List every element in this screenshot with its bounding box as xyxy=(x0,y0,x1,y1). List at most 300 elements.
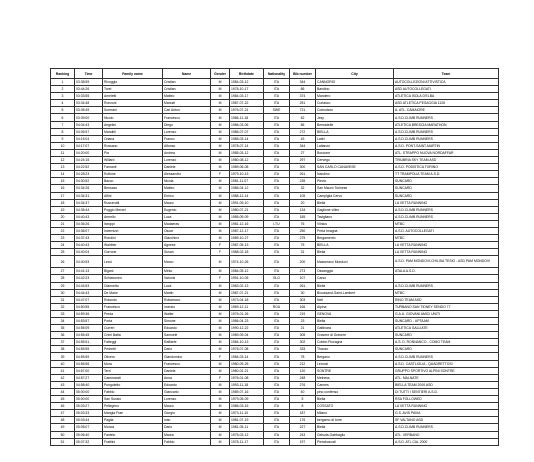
cell-ranking: 26 xyxy=(51,256,75,268)
cell-gender: M xyxy=(211,206,230,213)
cell-nationality: ITA xyxy=(264,360,290,367)
cell-gender: M xyxy=(211,325,230,332)
cell-ranking: 21 xyxy=(51,220,75,227)
cell-family-name: Cammarati xyxy=(103,374,163,381)
cell-bib-number: 333 xyxy=(290,346,316,353)
cell-time: 04:55:51 xyxy=(75,339,103,346)
cell-team: LA VETTA RUNNING xyxy=(394,249,499,256)
cell-family-name: Monca xyxy=(103,424,163,431)
cell-birthdate: 1976-07-21 xyxy=(230,107,264,114)
cell-ranking: 18 xyxy=(51,199,75,206)
cell-birthdate: 1978-11-17 xyxy=(230,438,264,445)
table-row xyxy=(51,157,499,164)
cell-nationality: ITA xyxy=(264,178,290,185)
table-row xyxy=(51,249,499,256)
cell-bib-number: 86 xyxy=(290,121,316,128)
cell-time: 04:22:52 xyxy=(75,164,103,171)
cell-team: ATL. STRAPPO NUOVA NORDAFFAR xyxy=(394,149,499,156)
cell-time: 04:35:44 xyxy=(75,206,103,213)
cell-team: A.S. D. RONNANCO - COMO TEAM xyxy=(394,339,499,346)
cell-nationality: ITA xyxy=(264,121,290,128)
cell-bib-number: 43 xyxy=(290,135,316,142)
cell-time: 05:05:07 xyxy=(75,424,103,431)
cell-birthdate: 1973-04-18 xyxy=(230,296,264,303)
table-row xyxy=(51,192,499,199)
cell-family-name: Pia xyxy=(103,149,163,156)
cell-nationality: ITA xyxy=(264,381,290,388)
cell-name: Edoardo xyxy=(163,381,211,388)
cell-city: Jesy xyxy=(316,114,394,121)
cell-city: Cobbe-Piocagna xyxy=(316,339,394,346)
cell-team: ASD ATLETICA PESAGGIA 1126 xyxy=(394,100,499,107)
cell-gender: M xyxy=(211,282,230,289)
cell-birthdate: 1973-11-10 xyxy=(230,410,264,417)
cell-gender: M xyxy=(211,332,230,339)
column-header-gender: Gender xyxy=(211,69,230,79)
cell-name: Simone xyxy=(163,318,211,325)
cell-nationality: ITA xyxy=(264,396,290,403)
cell-family-name: Bigani xyxy=(103,268,163,275)
cell-birthdate: 1993-11-18 xyxy=(230,381,264,388)
cell-bib-number: 20 xyxy=(290,199,316,206)
cell-family-name: Mandirli xyxy=(103,128,163,135)
cell-nationality: ITA xyxy=(264,192,290,199)
cell-time: 04:57:27 xyxy=(75,374,103,381)
cell-city: Preta Imagna xyxy=(316,227,394,234)
cell-nationality: ITA xyxy=(264,296,290,303)
cell-time: 04:05:57 xyxy=(75,128,103,135)
cell-nationality: ITA xyxy=(264,268,290,275)
cell-gender: M xyxy=(211,107,230,114)
cell-bib-number: 219 xyxy=(290,310,316,317)
cell-birthdate: 1986-03-06 xyxy=(230,121,264,128)
cell-city: Bernadelle xyxy=(316,121,394,128)
cell-name: Dario xyxy=(163,346,211,353)
cell-bib-number: 40 xyxy=(290,388,316,395)
cell-city: Lattanzo xyxy=(316,142,394,149)
cell-bib-number: 31 xyxy=(290,249,316,256)
cell-time: 04:24:15 xyxy=(75,157,103,164)
cell-nationality: ITA xyxy=(264,353,290,360)
cell-nationality: ITA xyxy=(264,199,290,206)
cell-name: Edoardo xyxy=(163,325,211,332)
cell-birthdate: 1976-01-26 xyxy=(230,310,264,317)
cell-bib-number: 344 xyxy=(290,79,316,86)
cell-ranking: 46 xyxy=(51,403,75,410)
cell-name: Madaeras xyxy=(163,220,211,227)
cell-family-name: Iseoppi xyxy=(103,220,163,227)
cell-nationality: SLO xyxy=(264,275,290,282)
cell-family-name: Frattiini xyxy=(103,438,163,445)
cell-gender: M xyxy=(211,199,230,206)
cell-team: ATLETICA ISOLA D'ELBA xyxy=(394,93,499,100)
cell-birthdate: 1984-10-13 xyxy=(230,339,264,346)
cell-ranking: 4 xyxy=(51,100,75,107)
cell-team: SUNCARD xyxy=(394,192,499,199)
cell-nationality: ITA xyxy=(264,318,290,325)
cell-family-name: Walriber xyxy=(103,242,163,249)
cell-nationality: ITA xyxy=(264,100,290,107)
cell-ranking: 27 xyxy=(51,268,75,275)
cell-family-name: Giannetto xyxy=(103,282,163,289)
cell-nationality: ITA xyxy=(264,388,290,395)
table-row xyxy=(51,227,499,234)
table-row xyxy=(51,107,499,114)
cell-city: Pieraboscati xyxy=(316,438,394,445)
cell-city: Curiasco xyxy=(316,100,394,107)
cell-nationality: ITA xyxy=(264,157,290,164)
table-row xyxy=(51,114,499,121)
cell-ranking: 2 xyxy=(51,86,75,93)
cell-city: Gravere di Gravere xyxy=(316,332,394,339)
cell-ranking: 17 xyxy=(51,192,75,199)
cell-ranking: 23 xyxy=(51,235,75,242)
cell-bib-number: 243 xyxy=(290,431,316,438)
cell-city: Gelsola-Gabbaglio xyxy=(316,431,394,438)
cell-nationality: ITA xyxy=(264,325,290,332)
cell-team: MTBC xyxy=(394,235,499,242)
cell-name: Samuele xyxy=(163,332,211,339)
cell-bib-number: 107 xyxy=(290,275,316,282)
cell-bib-number: 187 xyxy=(290,410,316,417)
cell-nationality: ITA xyxy=(264,206,290,213)
cell-gender: F xyxy=(211,249,230,256)
cell-bib-number: 250 xyxy=(290,227,316,234)
cell-birthdate: 1987-05-13 xyxy=(230,242,264,249)
cell-name: Lorenzo xyxy=(163,157,211,164)
cell-time: 05:07:32 xyxy=(75,438,103,445)
cell-city: Bergamento xyxy=(316,235,394,242)
cell-time: 03:34:48 xyxy=(75,100,103,107)
cell-family-name: Poggio Merzel xyxy=(103,206,163,213)
cell-team: A.S.D.CLIMB RUNNERS xyxy=(394,213,499,220)
cell-birthdate: 1980-02-21 xyxy=(230,367,264,374)
cell-ranking: 28 xyxy=(51,275,75,282)
cell-city: Pievio xyxy=(316,178,394,185)
cell-bib-number: 78 xyxy=(290,353,316,360)
cell-nationality: ITA xyxy=(264,249,290,256)
table-row xyxy=(51,410,499,417)
cell-nationality: ITA xyxy=(264,256,290,268)
cell-nationality: ITA xyxy=(264,79,290,86)
cell-gender: M xyxy=(211,268,230,275)
cell-family-name: Nicolo xyxy=(103,114,163,121)
cell-nationality: ITA xyxy=(264,227,290,234)
cell-team: DI TUTTI I SENTIERI A.S.D. xyxy=(394,388,499,395)
cell-gender: M xyxy=(211,100,230,107)
table-row xyxy=(51,220,499,227)
cell-name: Marco xyxy=(163,256,211,268)
cell-birthdate: 1983-02-13 xyxy=(230,282,264,289)
cell-ranking: 20 xyxy=(51,213,75,220)
cell-gender: M xyxy=(211,235,230,242)
cell-birthdate: 1975-03-12 xyxy=(230,431,264,438)
cell-birthdate: 1986-04-23 xyxy=(230,318,264,325)
cell-family-name: Rossano xyxy=(103,142,163,149)
cell-ranking: 10 xyxy=(51,142,75,149)
cell-birthdate: 1976-01-08 xyxy=(230,374,264,381)
cell-bib-number: 105 xyxy=(290,192,316,199)
cell-gender: M xyxy=(211,220,230,227)
cell-city: bergamo di torre xyxy=(316,417,394,424)
cell-name: Luca xyxy=(163,282,211,289)
cell-family-name: Ronzoni xyxy=(103,100,163,107)
cell-nationality: ITA xyxy=(264,171,290,178)
cell-time: 05:06:40 xyxy=(75,431,103,438)
cell-name: Franco xyxy=(163,135,211,142)
cell-nationality: ITA xyxy=(264,410,290,417)
cell-team: ATLETICA GALLIATE xyxy=(394,325,499,332)
cell-city: Ossanggio xyxy=(316,268,394,275)
table-row xyxy=(51,360,499,367)
cell-name: Maura xyxy=(163,431,211,438)
cell-name: Carl Anton xyxy=(163,107,211,114)
cell-time: 04:58:40 xyxy=(75,381,103,388)
cell-birthdate: 1978-07-14 xyxy=(230,142,264,149)
cell-bib-number: 86 xyxy=(290,86,316,93)
cell-nationality: ITA xyxy=(264,135,290,142)
cell-team: SF VALTANO ASD xyxy=(394,417,499,424)
table-row xyxy=(51,142,499,149)
cell-gender: M xyxy=(211,431,230,438)
cell-birthdate: 1969-12-11 xyxy=(230,303,264,310)
cell-team: LA VETTA RUNNING xyxy=(394,242,499,249)
table-row xyxy=(51,282,499,289)
cell-city: Cervego xyxy=(316,157,394,164)
cell-family-name: Pellegrino xyxy=(103,403,163,410)
cell-nationality: ITA xyxy=(264,128,290,135)
table-row xyxy=(51,417,499,424)
cell-family-name: Preda xyxy=(103,310,163,317)
cell-birthdate: 1981-07-19 xyxy=(230,417,264,424)
cell-nationality: SWE xyxy=(264,107,290,114)
cell-gender: F xyxy=(211,275,230,282)
cell-city: SAN CARLO CANAVESE xyxy=(316,164,394,171)
cell-nationality: ITA xyxy=(264,403,290,410)
cell-gender: M xyxy=(211,388,230,395)
table-row xyxy=(51,121,499,128)
cell-name: Imerzio xyxy=(163,303,211,310)
table-row xyxy=(51,396,499,403)
cell-name: Walter xyxy=(163,310,211,317)
cell-gender: M xyxy=(211,346,230,353)
cell-birthdate: 1979-05-09 xyxy=(230,396,264,403)
cell-gender: M xyxy=(211,149,230,156)
cell-bib-number: 185 xyxy=(290,213,316,220)
column-header-bib-number: Bib number xyxy=(290,69,316,79)
cell-team: TT TRAMPOLIA TEAM A.S.D. xyxy=(394,171,499,178)
cell-name: Eugenio xyxy=(163,206,211,213)
table-row xyxy=(51,242,499,249)
cell-ranking: 3 xyxy=(51,93,75,100)
cell-birthdate: 1988-12-14 xyxy=(230,192,264,199)
cell-nationality: ITA xyxy=(264,289,290,296)
cell-team: LA VETTA RUNNING xyxy=(394,403,499,410)
cell-bib-number: 251 xyxy=(290,100,316,107)
cell-gender: F xyxy=(211,242,230,249)
cell-time: 03:35:49 xyxy=(75,107,103,114)
cell-city: Alpina xyxy=(316,303,394,310)
cell-time: 03:38:59 xyxy=(75,79,103,86)
table-row xyxy=(51,93,499,100)
table-row xyxy=(51,79,499,86)
cell-family-name: Rolfone xyxy=(103,171,163,178)
cell-bib-number: 32 xyxy=(290,185,316,192)
cell-family-name: Angelini xyxy=(103,121,163,128)
cell-family-name: Fatteggi xyxy=(103,339,163,346)
cell-team: A.S.D. PODISTICA TORINO xyxy=(394,164,499,171)
cell-team: SUNCARD xyxy=(394,178,499,185)
cell-gender: M xyxy=(211,86,230,93)
cell-time: 04:59:36 xyxy=(75,310,103,317)
cell-nationality: ITA xyxy=(264,213,290,220)
cell-name: Matteo xyxy=(163,185,211,192)
cell-bib-number: 8 xyxy=(290,403,316,410)
cell-nationality: ITA xyxy=(264,86,290,93)
column-header-nationality: Nationality xyxy=(264,69,290,79)
cell-city: Cannes xyxy=(316,381,394,388)
cell-name: Daniele xyxy=(163,367,211,374)
cell-bib-number: 166 xyxy=(290,303,316,310)
table-row xyxy=(51,213,499,220)
cell-name: Alfonso xyxy=(163,142,211,149)
cell-nationality: ITA xyxy=(264,431,290,438)
cell-family-name: Olivero xyxy=(103,353,163,360)
cell-family-name: Alfini xyxy=(103,192,163,199)
cell-gender: M xyxy=(211,157,230,164)
table-row xyxy=(51,171,499,178)
cell-name: Luca xyxy=(163,213,211,220)
cell-bib-number: 75 xyxy=(290,242,316,249)
cell-name: Oscar xyxy=(163,227,211,234)
cell-team: A.S.D.CLIMB RUNNERS xyxy=(394,353,499,360)
cell-birthdate: 1985-09-09 xyxy=(230,213,264,220)
cell-time: 04:55:59 xyxy=(75,353,103,360)
cell-city: Tavigliano xyxy=(316,213,394,220)
cell-time: 03:33:55 xyxy=(75,93,103,100)
cell-gender: M xyxy=(211,424,230,431)
cell-city: San Mauro Torinese xyxy=(316,185,394,192)
cell-birthdate: 1989-06-08 xyxy=(230,164,264,171)
cell-city: Bergano xyxy=(316,353,394,360)
cell-family-name: Mangia Frae xyxy=(103,410,163,417)
cell-birthdate: 1989-09-04 xyxy=(230,332,264,339)
cell-team: BIELLA TEAM 2000 ASD xyxy=(394,381,499,388)
cell-birthdate: 1980-07-21 xyxy=(230,206,264,213)
cell-team: G.S. AVIS PAVIA xyxy=(394,410,499,417)
table-row xyxy=(51,86,499,93)
cell-city: Nandino xyxy=(316,171,394,178)
table-row xyxy=(51,164,499,171)
cell-name: Nicola xyxy=(163,178,211,185)
cell-ranking: 43 xyxy=(51,381,75,388)
table-row xyxy=(51,149,499,156)
cell-team: SUNCARD - UPTAAM xyxy=(394,318,499,325)
cell-birthdate: 1989-07-16 xyxy=(230,388,264,395)
cell-birthdate: 1989-10-27 xyxy=(230,235,264,242)
cell-nationality: ITA xyxy=(264,339,290,346)
cell-ranking: 50 xyxy=(51,431,75,438)
cell-birthdate: 1974-10-26 xyxy=(230,256,264,268)
table-row xyxy=(51,235,499,242)
table-row xyxy=(51,403,499,410)
cell-time: 04:50:55 xyxy=(75,303,103,310)
cell-nationality: ITA xyxy=(264,346,290,353)
cell-gender: M xyxy=(211,185,230,192)
cell-city: SONTRE xyxy=(316,367,394,374)
cell-name: Francesco xyxy=(163,360,211,367)
cell-name: Dario xyxy=(163,424,211,431)
cell-gender: M xyxy=(211,121,230,128)
cell-city: Vilnius xyxy=(316,220,394,227)
cell-name: Manuel xyxy=(163,100,211,107)
cell-ranking: 38 xyxy=(51,346,75,353)
cell-time: 04:34:37 xyxy=(75,199,103,206)
cell-ranking: 16 xyxy=(51,185,75,192)
cell-nationality: ITA xyxy=(264,438,290,445)
cell-ranking: 13 xyxy=(51,164,75,171)
cell-city: Gattinara xyxy=(316,325,394,332)
cell-name: Cristian xyxy=(163,79,211,86)
cell-name: Martin xyxy=(163,289,211,296)
cell-city: GENOVA xyxy=(316,310,394,317)
cell-birthdate: 1990-12-22 xyxy=(230,325,264,332)
cell-bib-number: 176 xyxy=(290,417,316,424)
cell-time: 04:57:00 xyxy=(75,367,103,374)
cell-name: Francesco xyxy=(163,114,211,121)
cell-time: 04:37:43 xyxy=(75,235,103,242)
table-row xyxy=(51,206,499,213)
table-row xyxy=(51,128,499,135)
cell-birthdate: 1981-12-16 xyxy=(230,220,264,227)
cell-time: 04:20:00 xyxy=(75,149,103,156)
table-row xyxy=(51,310,499,317)
cell-bib-number: 276 xyxy=(290,381,316,388)
cell-time: 04:40:04 xyxy=(75,249,103,256)
cell-team: RINO TEAM ASD xyxy=(394,296,499,303)
cell-birthdate: 1986-04-12 xyxy=(230,185,264,192)
table-row xyxy=(51,318,499,325)
cell-nationality: ITA xyxy=(264,332,290,339)
cell-time: 04:44:53 xyxy=(75,282,103,289)
cell-bib-number: 200 xyxy=(290,256,316,268)
cell-name: Daniele xyxy=(163,164,211,171)
cell-gender: F xyxy=(211,353,230,360)
table-row xyxy=(51,303,499,310)
cell-bib-number: 261 xyxy=(290,282,316,289)
cell-bib-number: 344 xyxy=(290,142,316,149)
cell-time: 04:55:09 xyxy=(75,325,103,332)
cell-time: 04:53:57 xyxy=(75,318,103,325)
cell-bib-number: 120 xyxy=(290,367,316,374)
cell-nationality: ITA xyxy=(264,185,290,192)
cell-bib-number: 134 xyxy=(290,206,316,213)
cell-gender: M xyxy=(211,396,230,403)
cell-ranking: 32 xyxy=(51,303,75,310)
cell-time: 04:34:31 xyxy=(75,192,103,199)
cell-city: Lattri xyxy=(316,135,394,142)
cell-time: 05:03:44 xyxy=(75,417,103,424)
cell-gender: M xyxy=(211,417,230,424)
cell-name: Raffaele xyxy=(163,339,211,346)
header-row xyxy=(51,69,499,79)
cell-time: 04:28:23 xyxy=(75,171,103,178)
cell-team: A.S.D.CLIMB RUNNERS xyxy=(394,135,499,142)
cell-ranking: 11 xyxy=(51,149,75,156)
cell-city: Gaglione villeo xyxy=(316,206,394,213)
cell-ranking: 29 xyxy=(51,282,75,289)
cell-family-name: Ameletti xyxy=(103,93,163,100)
